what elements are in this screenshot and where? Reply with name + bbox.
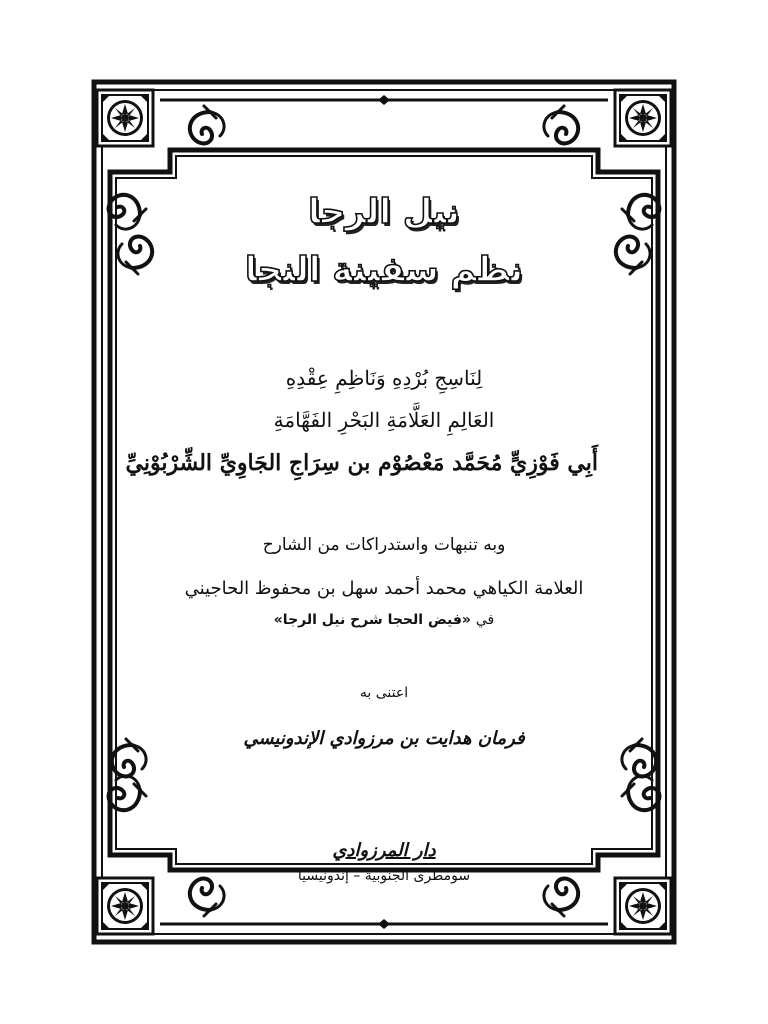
- commentary-note: وبه تنبهات واستدراكات من الشارح: [262, 535, 506, 555]
- title-page-content: [125, 180, 598, 900]
- author-intro-line1: لِنَاسِجِ بُرْدِهِ وَنَاظِمِ عِقْدِهِ: [285, 366, 483, 390]
- author-intro-line2: العَالِمِ العَلَّامَةِ البَحْرِ الفَهَّامَةِ: [273, 408, 495, 432]
- book-title-line2: نظم سفينة النجا: [244, 250, 524, 290]
- commentary-book-title: «فيض الحجا شرح نيل الرجا»: [273, 612, 471, 628]
- compiler-name: فرمان هدايت بن مرزوادي الإندونيسي: [243, 728, 525, 749]
- publisher-name-text: دار المرزوادي: [332, 840, 436, 861]
- commentary-prefix: في: [475, 612, 495, 628]
- book-title-line1: نيل الرجا: [308, 192, 460, 232]
- author-name: أَبِي فَوْزِيٍّ مُحَمَّد مَعْصُوْم بن سِرَاجِ الجَاوِيِّ الشِّرْبُوْنِيِّ: [125, 450, 598, 476]
- compiler-label: اعتنى به: [359, 685, 409, 701]
- publisher-location: سومطرى الجنوبية – إندونيسيا: [297, 868, 471, 884]
- publisher-name: [170, 840, 598, 861]
- commentary-book: [170, 612, 598, 628]
- commentator-name: العلامة الكياهي محمد أحمد سهل بن محفوظ الحاجيني: [184, 578, 584, 599]
